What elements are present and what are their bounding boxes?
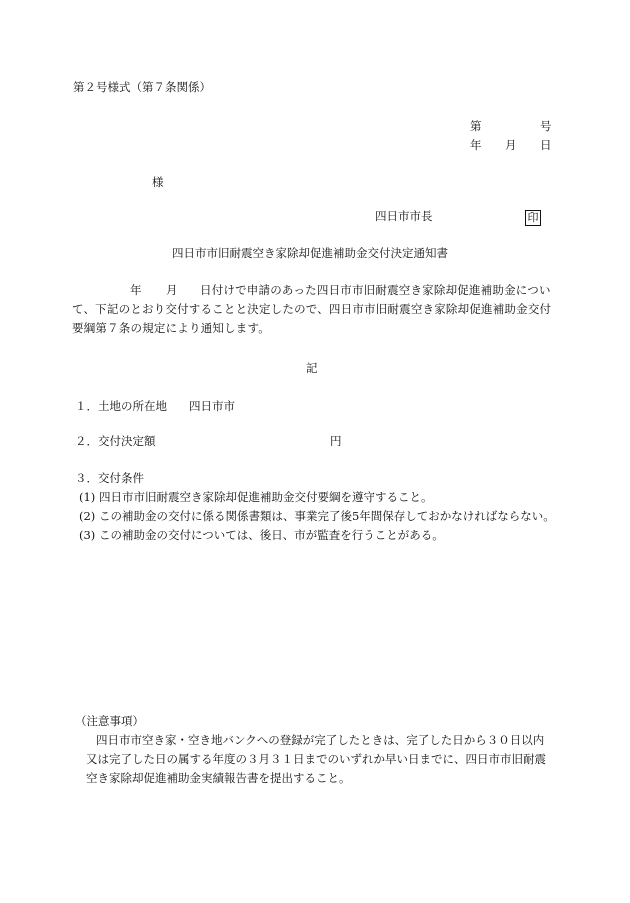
addressee-suffix: 様 [152,175,164,189]
item-grant-amount-unit: 円 [330,434,342,448]
ki-heading: 記 [306,361,318,375]
condition-2: (2) この補助金の交付に係る関係書類は、事業完了後5年間保存しておかなければならない。 [79,509,555,523]
condition-1: (1) 四日市市旧耐震空き家除却促進補助金交付要綱を遵守すること。 [79,490,433,504]
body-line-3: 要綱第７条の規定により通知します。 [72,321,270,335]
doc-number-suffix: 号 [540,119,552,133]
item-grant-amount-label: ２．交付決定額 [75,434,156,448]
sender-name: 四日市市長 [375,209,433,223]
body-line-1: 日付けで申請のあった四日市市旧耐震空き家除却促進補助金につい [200,283,551,297]
condition-3: (3) この補助金の交付については、後日、市が監査を行うことがある。 [79,528,444,542]
notes-line-1: 四日市市空き家・空き地バンクへの登録が完了したときは、完了した日から３０日以内 [96,733,545,747]
seal-mark: 印 [525,210,541,226]
date-day: 日 [540,138,552,152]
item-conditions-label: ３．交付条件 [75,471,144,485]
item-land-location-value: 四日市市 [189,399,235,413]
date-year: 年 [470,138,482,152]
body-year: 年 [130,283,142,297]
notes-line-2: 又は完了した日の属する年度の３月３１日までのいずれか早い日までに、四日市市旧耐震 [86,752,546,766]
form-number: 第２号様式（第７条関係） [73,80,211,94]
body-month: 月 [166,283,178,297]
doc-number-prefix: 第 [470,119,482,133]
document-title: 四日市市旧耐震空き家除却促進補助金交付決定通知書 [172,246,448,260]
notes-heading: （注意事項） [75,714,144,728]
date-month: 月 [505,138,517,152]
notes-line-3: 空き家除却促進補助金実績報告書を提出すること。 [86,771,351,785]
body-line-2: て、下記のとおり交付することと決定したので、四日市市旧耐震空き家除却促進補助金交付 [72,302,552,316]
item-land-location-label: １．土地の所在地 [75,399,167,413]
